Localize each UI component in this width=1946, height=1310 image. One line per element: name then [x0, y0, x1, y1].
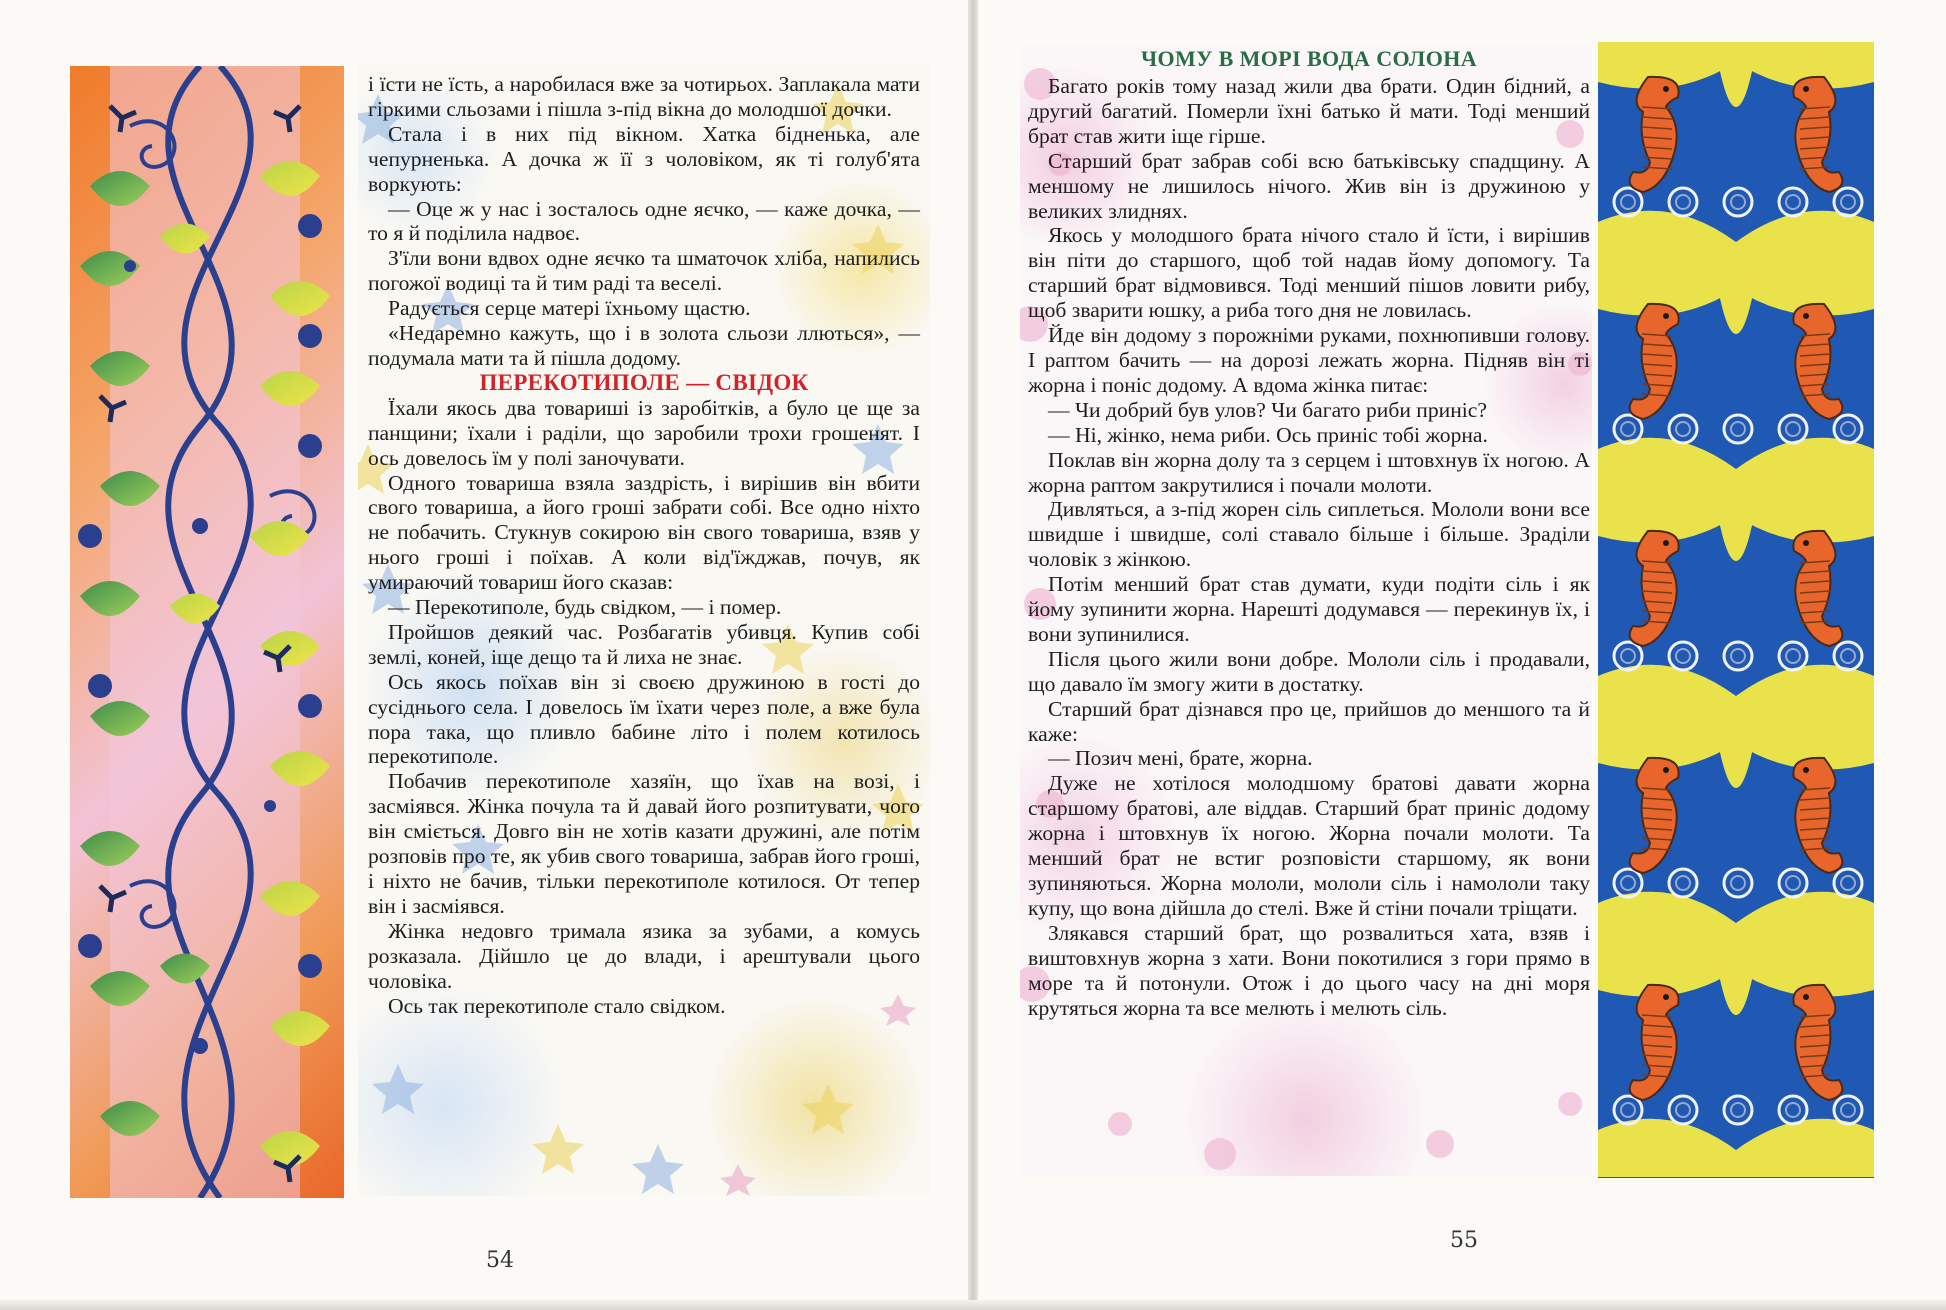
seahorse-icon: [1793, 758, 1842, 873]
seahorse-tile: [1598, 269, 1874, 496]
seahorse-icon: [1793, 531, 1842, 646]
left-text-column: [368, 72, 920, 1018]
seahorse-tile: [1598, 42, 1874, 269]
paragraph: Поклав він жорна долу та з серцем і штовхнув їх ногою. А жорна раптом закрутилися і почали молоти.: [1028, 447, 1590, 497]
paragraph: Одного товариша взяла заздрість, і вирішив він вбити свого товариша, а його гроші забрати собі. Все одно ніхто не побачить. Стукнув сокирою він свого товариша, взяв у нього гроші і поїхав. А коли від'їжджав, почув, як умираючий товариш його сказав:: [368, 470, 920, 595]
paragraph: «Недаремно кажуть, що і в золота сльози ллються», — подумала мати та й пішла додому.: [368, 321, 920, 370]
seahorse-icon: [1630, 758, 1679, 873]
paragraph: Радується серце матері їхньому щастю.: [388, 296, 751, 321]
paragraph: — Чи добрий був улов? Чи багато риби приніс?: [1048, 397, 1487, 422]
paragraph: Їхали якось два товариші із заробітків, а було це ще за панщини; їхали і раділи, що заробили трохи грошенят. І ось довелось їм у полі заночувати.: [368, 395, 920, 470]
paragraph: Злякався старший брат, що розвалиться хата, взяв і виштовхнув жорна з хати. Вони покотилися з гори прямо в море та й потонули. Отож і до цього часу на дні моря крутяться жорна та все мелють і мелють сіль.: [1028, 920, 1590, 1020]
seahorse-icon: [1793, 304, 1842, 419]
story-title-right: ЧОМУ В МОРІ ВОДА СОЛОНА: [1140, 46, 1478, 71]
story-title: ПЕРЕКОТИПОЛЕ — СВІДОК: [479, 369, 809, 395]
paragraph: Йде він додому з порожніми руками, похнюпивши голову. І раптом бачить — на дорозі лежать жорна. Підняв він ті жорна і поніс додому. А вдома жінка питає:: [1028, 323, 1590, 397]
paragraph: Старший брат дізнався про це, прийшов до меншого та й каже:: [1028, 696, 1590, 746]
page-bottom-edge: [0, 1300, 1946, 1310]
paragraph: Дуже не хотілося молодшому братові давати жорна старшому братові, але віддав. Старший брат приніс додому жорна і штовхнув їх ногою. Жорна почали молоти. Та менший брат не встиг розповісти старшому, як вони зупиняються. Жорна мололи, мололи сіль і намололи таку купу, що вона дійшла до стелі. Вже й стіни почали тріщати.: [1028, 771, 1590, 920]
paragraph: — Ні, жінко, нема риби. Ось приніс тобі жорна.: [1048, 422, 1488, 447]
left-ornamental-border: [70, 66, 344, 1198]
seahorse-icon: [1630, 531, 1679, 646]
paragraph: Потім менший брат став думати, куди подіти сіль і як йому зупинити жорна. Нарешті додумався — перекинув їх, і вони зупинилися.: [1028, 572, 1590, 646]
paragraph: — Оце ж у нас і зосталось одне яєчко, — каже дочка, — то я й поділила надвоє.: [368, 196, 920, 246]
paragraph: Жінка недовго тримала язика за зубами, а комусь розказала. Дійшло це до влади, і арештували цього чоловіка.: [368, 918, 920, 993]
floral-ornament-illustration: [70, 66, 344, 1198]
seahorse-icon: [1793, 77, 1842, 192]
paragraph: Побачив перекотиполе хазяїн, що їхав на возі, і засміявся. Жінка почула та й давай його розпитувати, чого він сміється. Довго він не хотів казати дружині, але потім розповів про те, як убив свого товариша, забрав його гроші, і ніхто не бачив, тільки перекотиполе котилося. От тепер він і засміявся.: [368, 769, 920, 918]
seahorse-icon: [1793, 985, 1842, 1100]
right-text-column: [1028, 74, 1590, 1020]
paragraph: Старший брат забрав собі всю батьківську спадщину. А меншому не лишилось нічого. Жив він із дружиною у великих злиднях.: [1028, 148, 1590, 223]
paragraph: — Перекотиполе, будь свідком, — і помер.: [388, 595, 782, 620]
paragraph: Якось у молодшого брата нічого стало й їсти, і вирішив він піти до старшого, щоб той надав йому допомогу. Та старший брат відмовився. Тоді менший пішов ловити рибу, щоб зварити юшку, а риба того дня не ловилась.: [1028, 223, 1590, 323]
paragraph: Після цього жили вони добре. Мололи сіль і продавали, що давало їм змогу жити в достатку.: [1028, 646, 1590, 696]
paragraph: Пройшов деякий час. Розбагатів убивця. Купив собі землі, коней, іще дещо та й лиха не знає.: [368, 619, 920, 669]
seahorse-icon: [1630, 77, 1679, 192]
page-number-right: 55: [1450, 1228, 1478, 1253]
paragraph: З'їли вони вдвох одне яєчко та шматочок хліба, напились погожої водиці та й тим раді та веселі.: [368, 246, 920, 296]
seahorse-icon: [1630, 985, 1679, 1100]
seahorse-tile: [1598, 723, 1874, 950]
paragraph: Багато років тому назад жили два брати. Один бідний, а другий багатий. Померли їхні батько й мати. Тоді менший брат став жити іще гірше.: [1028, 74, 1590, 148]
paragraph: Ось так перекотиполе стало свідком.: [388, 993, 726, 1018]
seahorse-icon: [1630, 304, 1679, 419]
seahorse-illustration-panel: [1598, 42, 1874, 1178]
paragraph: Стала і в них під вікном. Хатка бідненька, але чепурненька. А дочка ж її з чоловіком, як ті голуб'ята воркують:: [368, 121, 920, 196]
paragraph: і їсти не їсть, а наробилася вже за чотирьох. Заплакала мати гіркими сльозами і пішла з-під вікна до молодшої дочки.: [368, 72, 920, 121]
paragraph: Дивляться, а з-під жорен сіль сиплеться. Мололи вони все швидше і швидше, солі ставало більше і більше. Зраділи чоловік з жінкою.: [1028, 497, 1590, 572]
book-gutter: [968, 0, 978, 1310]
seahorse-tile: [1598, 496, 1874, 723]
paragraph: — Позич мені, брате, жорна.: [1048, 746, 1313, 771]
seahorse-illustration: [1598, 42, 1874, 1178]
seahorse-tile: [1598, 950, 1874, 1177]
paragraph: Ось якось поїхав він зі своєю дружиною в гості до сусіднього села. І довелось їм їхати через поле, а вже була пора така, що пливло бабине літо і полем котилось перекотиполе.: [368, 669, 920, 769]
page-number-left: 54: [486, 1248, 514, 1273]
